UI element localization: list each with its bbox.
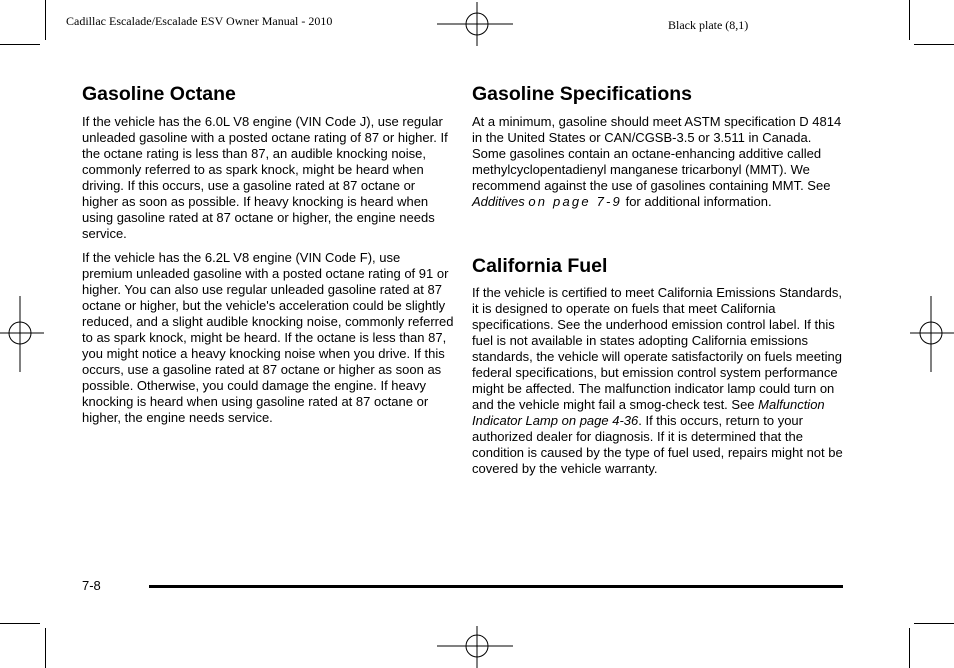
- octane-paragraph-1: If the vehicle has the 6.0L V8 engine (VIN Code J), use regular unleaded gasoline with a posted octane rating of 87 or higher. If the octane rating is less than 87, an audible knocking noise, commonly referred to as spark knock, might be heard when driving. If this occurs, use a gasoline rated at 87 octane or higher as soon as possible. If heavy knocking is heard when using gasoline rated at 87 octane or higher, the engine needs service.: [82, 114, 448, 241]
- crop-mark: [45, 628, 46, 668]
- footer-rule: [149, 585, 843, 588]
- crop-mark: [914, 44, 954, 45]
- crop-mark: [45, 0, 46, 40]
- registration-mark-icon: [0, 296, 44, 372]
- registration-mark-icon: [910, 296, 954, 372]
- crop-mark: [0, 44, 40, 45]
- california-body-after: . If this occurs, return to your authorized dealer for diagnosis. If it is determined that the condition is caused by the type of fuel used, repairs might not be covered by the vehicle warranty.: [472, 413, 843, 476]
- crop-mark: [909, 0, 910, 40]
- left-column: [82, 114, 454, 434]
- specifications-body: At a minimum, gasoline should meet ASTM specification D 4814 in the United States or CAN/CGSB-3.5 or 3.511 in Canada. Some gasolines contain an octane-enhancing additive called methylcyclopentadienyl manganese tricarbonyl (MMT). We recommend against the use of gasolines containing MMT. See: [472, 114, 842, 193]
- link-additives[interactable]: [472, 194, 622, 209]
- specifications-body-after: for additional information.: [621, 194, 772, 209]
- registration-mark-icon: [437, 2, 517, 46]
- crop-mark: [914, 623, 954, 624]
- heading-gasoline-octane: Gasoline Octane: [82, 83, 236, 105]
- page-number: 7-8: [82, 578, 101, 593]
- specifications-text: [472, 114, 842, 218]
- link-title: Malfunction Indicator Lamp: [472, 397, 825, 428]
- plate-label: Black plate (8,1): [668, 18, 749, 32]
- link-page: on page 4-36: [561, 413, 639, 428]
- crop-mark: [0, 623, 40, 624]
- heading-california-fuel: California Fuel: [472, 255, 608, 277]
- crop-mark: [909, 628, 910, 668]
- link-page: on page 7-9: [528, 194, 622, 209]
- specifications-paragraph: [472, 114, 842, 210]
- registration-mark-icon: [437, 626, 517, 668]
- heading-gasoline-specifications: Gasoline Specifications: [472, 83, 692, 105]
- manual-title: Cadillac Escalade/Escalade ESV Owner Manual - 2010: [66, 14, 333, 28]
- california-text: [472, 285, 844, 485]
- link-title: Additives: [472, 194, 525, 209]
- octane-paragraph-2: If the vehicle has the 6.2L V8 engine (VIN Code F), use premium unleaded gasoline with a posted octane rating of 91 or higher. You can also use regular unleaded gasoline rated at 87 octane or higher, but the vehicle's acceleration could be slightly reduced, and a slight audible knocking noise, commonly referred to as spark knock, might be heard. If the octane is less than 87, you might notice a heavy knocking noise when you drive. If this occurs, use a gasoline rated at 87 octane or higher as soon as possible. Otherwise, you could damage the engine. If heavy knocking is heard when using gasoline rated at 87 octane or higher, the engine needs service.: [82, 250, 454, 425]
- california-paragraph: [472, 285, 844, 477]
- california-body: If the vehicle is certified to meet California Emissions Standards, it is designed to operate on fuels that meet California specifications. See the underhood emission control label. If this fuel is not available in states adopting California emissions standards, the vehicle will operate satisfactorily on fuels meeting federal specifications, but emission control system performance might be affected. The malfunction indicator lamp could turn on and the vehicle might fail a smog-check test. See: [472, 285, 842, 412]
